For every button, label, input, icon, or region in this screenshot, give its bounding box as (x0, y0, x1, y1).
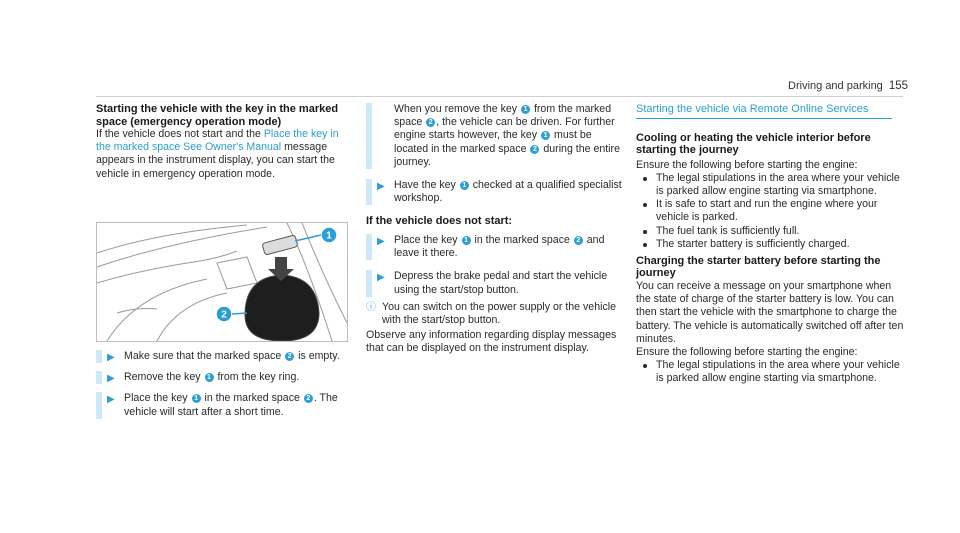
list-item: The starter battery is sufficiently charged. (636, 238, 904, 251)
column-1 (96, 103, 346, 181)
charging-paragraph: You can receive a message on your smartphone when the state of charge of the starter battery is low. You can then start the vehicle with the smartphone to charge the battery. The vehicle is automatically switched off after ten minutes. (636, 279, 904, 345)
info-note: ⓘ You can switch on the power supply or the vehicle with the start/stop button. (366, 300, 616, 326)
callout-number: 1 (541, 131, 550, 140)
step-arrow-icon: ▶ (107, 394, 115, 406)
running-header (788, 80, 908, 92)
intro-paragraph: If the vehicle does not start and the Place the key in the marked space See Owner's Manual message appears in the instrument display, you can start the vehicle in emergency operation mode. (96, 128, 339, 180)
list-item: The fuel tank is sufficiently full. (636, 225, 904, 238)
page-number: 155 (888, 80, 908, 92)
owners-manual-message: Place the key in the marked space See Owner's Manual (96, 128, 339, 154)
callout-2-label: 2 (221, 309, 227, 321)
step-arrow-icon: ▶ (377, 181, 385, 193)
callout-number: 1 (462, 236, 471, 245)
header-rule (96, 96, 903, 97)
callout-number: 1 (460, 181, 469, 190)
observe-paragraph: Observe any information regarding display messages that can be displayed on the instrument display. (366, 329, 617, 355)
ensure-paragraph-1: Ensure the following before starting the engine: (636, 158, 858, 171)
callout-number: 2 (426, 118, 435, 127)
column-3 (636, 103, 904, 386)
heading-charging: Charging the starter battery before starting the journey (636, 254, 881, 280)
step-arrow-icon: ▶ (377, 235, 385, 247)
step-arrow-icon: ▶ (377, 272, 385, 284)
console-drawing (97, 223, 347, 341)
step-empty-space: ▶ Make sure that the marked space 2 is empty. (96, 350, 346, 363)
conditions-list-1 (636, 172, 904, 251)
heading-cooling-heating: Cooling or heating the vehicle interior before starting the journey (636, 131, 871, 156)
callout-number: 1 (521, 105, 530, 114)
ensure-paragraph-2: Ensure the following before starting the engine: (636, 345, 858, 358)
step-remove-key: ▶ Remove the key 1 from the key ring. (96, 371, 346, 384)
column-1-steps (96, 350, 346, 419)
section-title: Driving and parking (788, 80, 883, 92)
info-icon: ⓘ (366, 301, 376, 313)
step-arrow-icon: ▶ (107, 373, 115, 385)
callout-number: 2 (285, 352, 294, 361)
step-place-key: ▶ Place the key 1 in the marked space 2 . The vehicle will start after a short time. (96, 392, 346, 418)
column-2 (366, 103, 622, 356)
callout-number: 1 (192, 394, 201, 403)
step-check-key: ▶ Have the key 1 checked at a qualified specialist workshop. (366, 179, 622, 205)
step-place-key-2: ▶ Place the key 1 in the marked space 2 and leave it there. (366, 234, 622, 260)
callout-number: 1 (205, 373, 214, 382)
heading-emergency-start: Starting the vehicle with the key in the marked space (emergency operation mode) (96, 103, 339, 128)
marked-space-illustration (96, 222, 348, 342)
conditions-list-2 (636, 359, 904, 385)
heading-vehicle-not-start: If the vehicle does not start: (366, 215, 513, 228)
callout-1-label: 1 (326, 230, 332, 242)
callout-number: 2 (304, 394, 313, 403)
step-depress-brake: ▶ Depress the brake pedal and start the vehicle using the start/stop button. (366, 270, 622, 296)
list-item: The legal stipulations in the area where your vehicle is parked allow engine starting via smartphone. (636, 359, 904, 385)
step-arrow-icon: ▶ (107, 352, 115, 363)
list-item: It is safe to start and run the engine where your vehicle is parked. (636, 198, 904, 224)
heading-remote-online-services: Starting the vehicle via Remote Online Services (636, 103, 892, 119)
list-item: The legal stipulations in the area where your vehicle is parked allow engine starting via smartphone. (636, 172, 904, 198)
callout-number: 2 (574, 236, 583, 245)
step-remove-continuation: When you remove the key 1 from the marked space 2 , the vehicle can be driven. For further engine starts however, the key 1 must be located in the marked space 2 during the entire journey. (366, 103, 622, 169)
callout-number: 2 (530, 145, 539, 154)
